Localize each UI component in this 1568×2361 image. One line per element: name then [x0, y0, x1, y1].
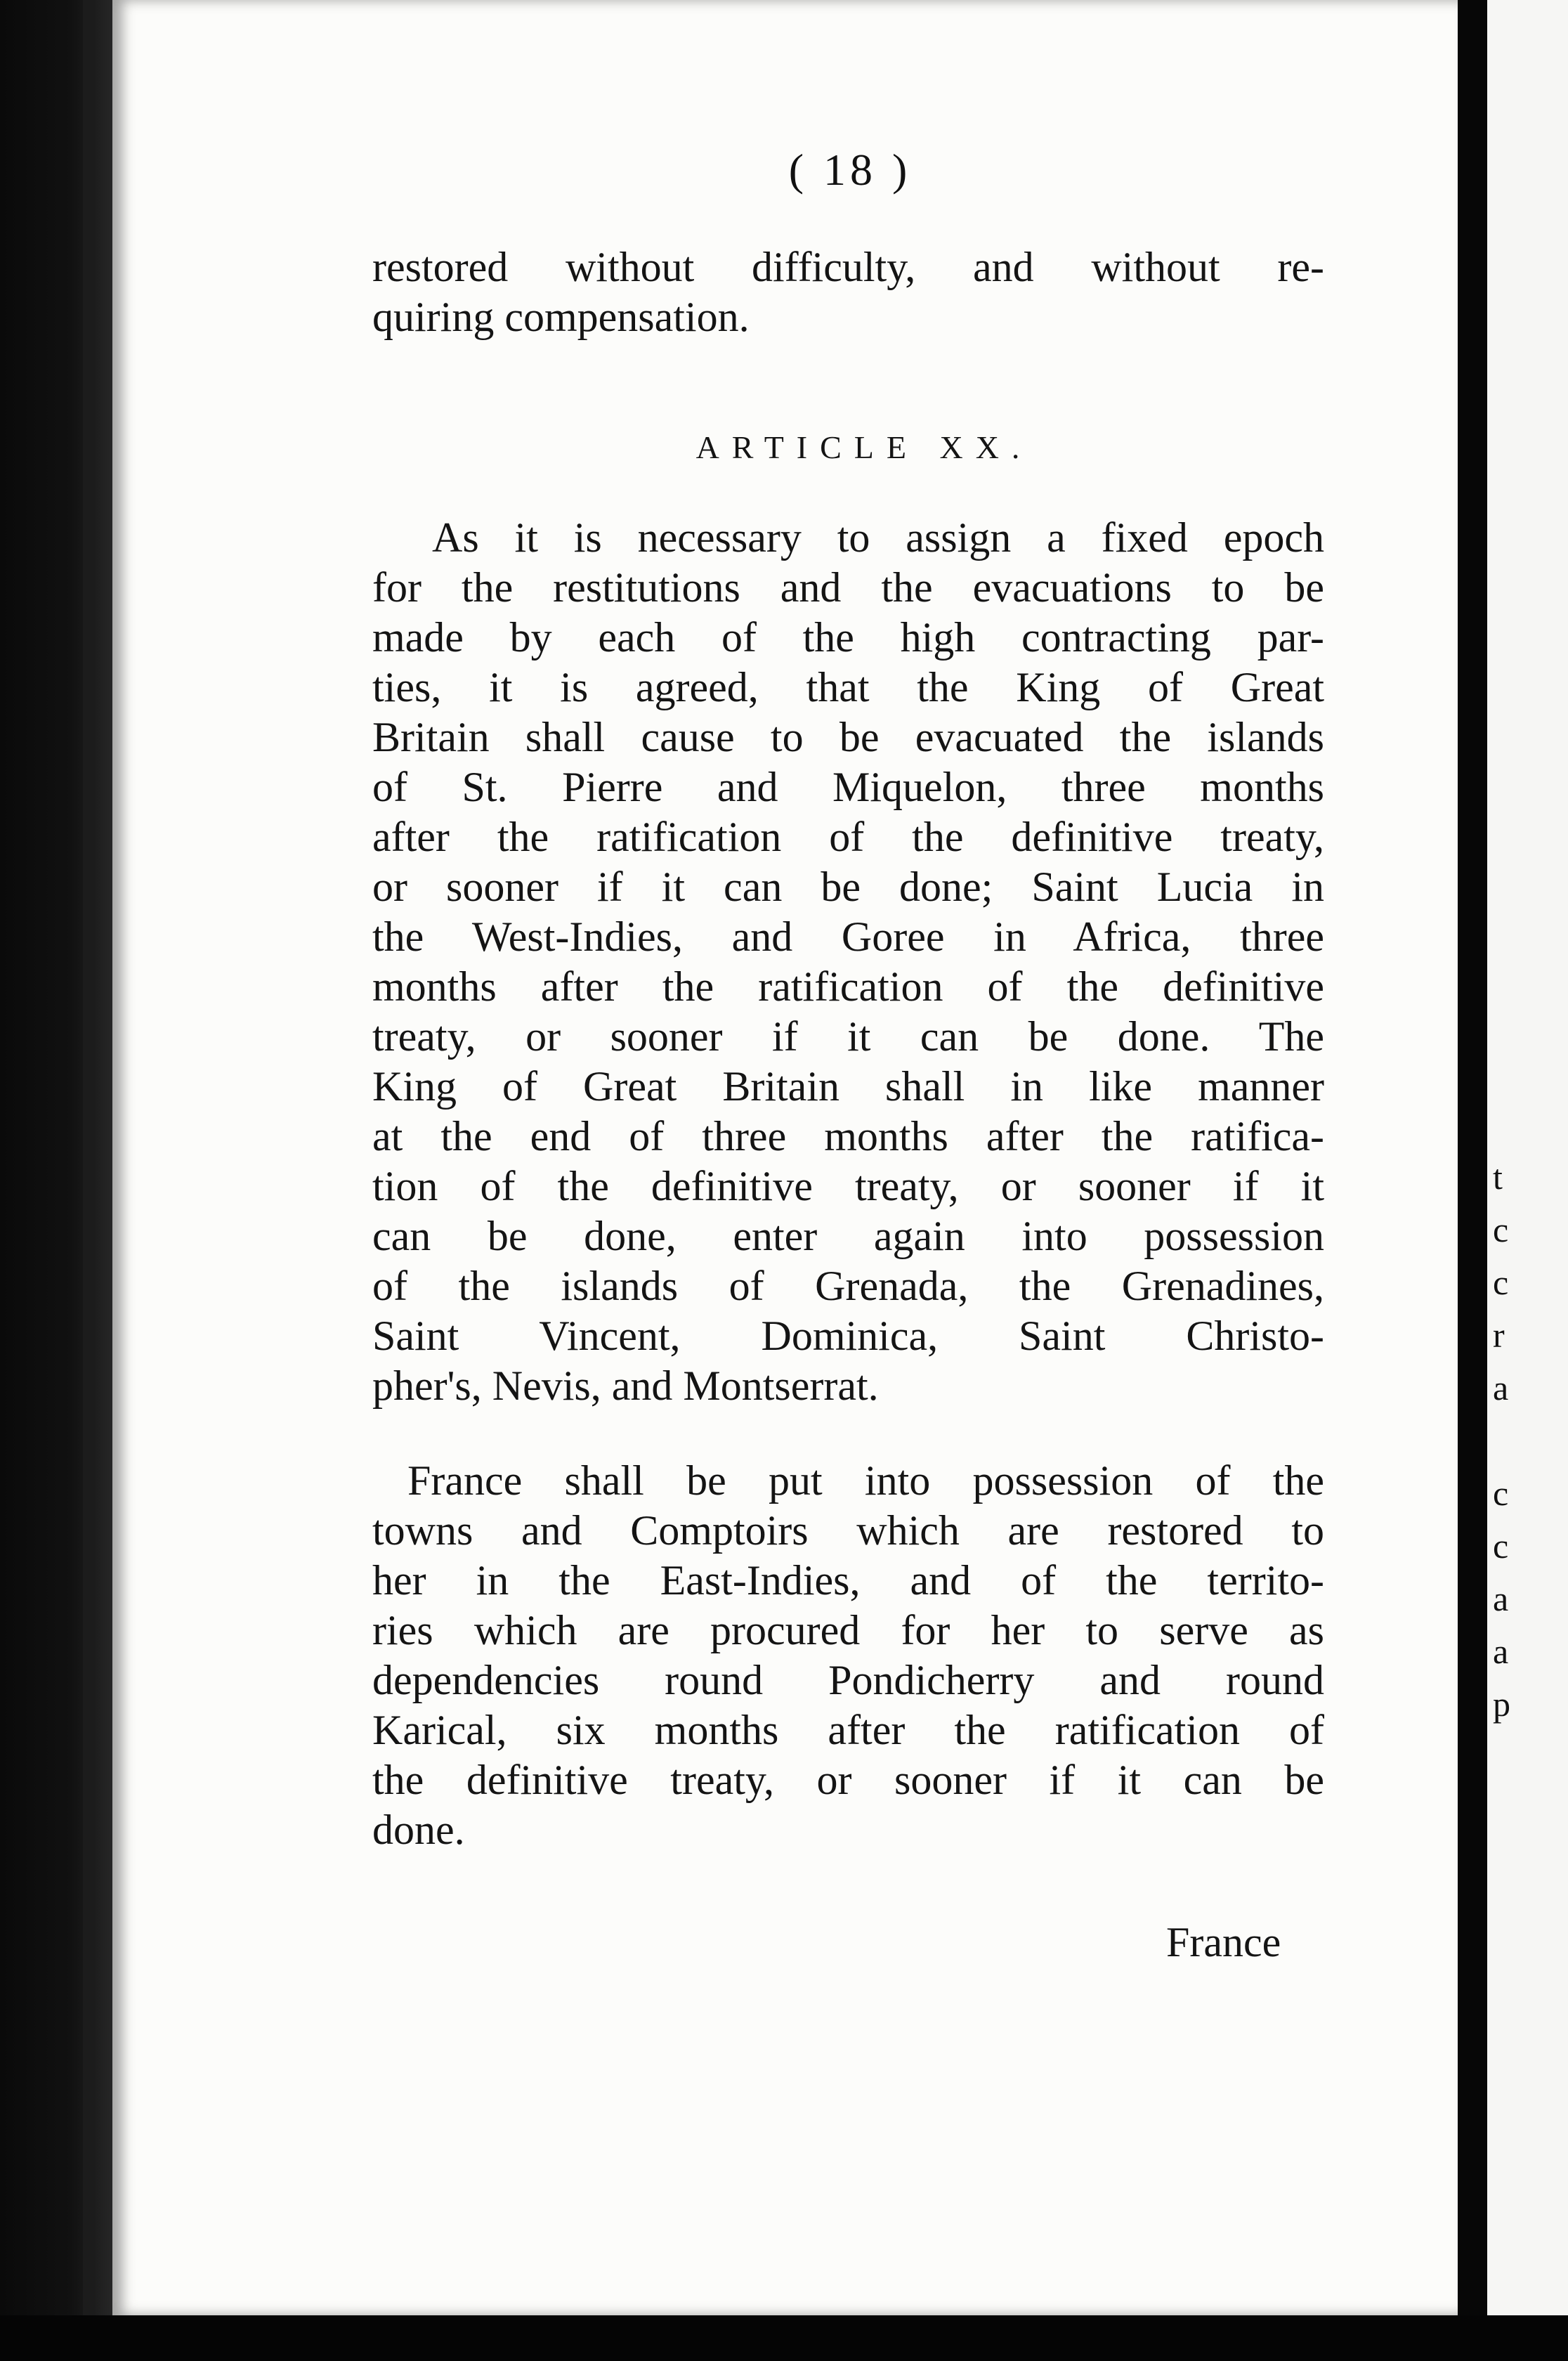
continued-paragraph [372, 242, 1324, 342]
text-line: quiring compensation. [372, 294, 750, 340]
text-line: at the end of three months after the ratifica- [372, 1113, 1324, 1159]
text-line: months after the ratification of the definitive [372, 963, 1324, 1010]
scan-frame-bottom [0, 2315, 1568, 2361]
text-line: France shall be put into possession of the [407, 1457, 1324, 1504]
text-line: the West-Indies, and Goree in Africa, three [372, 913, 1324, 960]
text-line: for the restitutions and the evacuations to be [372, 564, 1324, 611]
text-line: can be done, enter again into possession [372, 1213, 1324, 1259]
text-line: ries which are procured for her to serve as [372, 1607, 1324, 1653]
article-paragraph-2 [372, 1456, 1324, 1855]
facing-page-fragment: p [1493, 1684, 1510, 1724]
text-line: Saint Vincent, Dominica, Saint Christo- [372, 1313, 1324, 1359]
article-heading: ARTICLE XX. [695, 429, 1033, 465]
text-line: As it is necessary to assign a fixed epoch [432, 514, 1324, 561]
facing-page-fragment: a [1493, 1579, 1509, 1618]
facing-page-fragment: c [1493, 1526, 1509, 1566]
text-line: done. [372, 1807, 465, 1853]
text-line: ties, it is agreed, that the King of Great [372, 664, 1324, 710]
facing-page-fragment: c [1493, 1263, 1509, 1302]
page-number: ( 18 ) [788, 145, 912, 195]
facing-page-fragment: t [1493, 1157, 1503, 1197]
text-line: Karical, six months after the ratification of [372, 1707, 1324, 1753]
text-line: of the islands of Grenada, the Grenadines, [372, 1263, 1324, 1309]
text-line: the definitive treaty, or sooner if it can be [372, 1757, 1324, 1803]
text-line: King of Great Britain shall in like manner [372, 1063, 1324, 1110]
text-line: pher's, Nevis, and Montserrat. [372, 1362, 879, 1409]
text-line: or sooner if it can be done; Saint Lucia in [372, 864, 1324, 910]
facing-page-edge [1487, 0, 1568, 2319]
text-line: treaty, or sooner if it can be done. The [372, 1013, 1324, 1060]
facing-page-fragment: c [1493, 1474, 1509, 1513]
text-line: her in the East-Indies, and of the territo- [372, 1557, 1324, 1604]
text-line: made by each of the high contracting par- [372, 614, 1324, 661]
book-gutter [1458, 0, 1487, 2361]
text-line: restored without difficulty, and without re- [372, 244, 1324, 290]
text-line: of St. Pierre and Miquelon, three months [372, 764, 1324, 810]
facing-page-fragment: c [1493, 1210, 1509, 1249]
scan-frame-left [0, 0, 119, 2361]
text-line: dependencies round Pondicherry and round [372, 1657, 1324, 1703]
text-line: tion of the definitive treaty, or sooner if it [372, 1163, 1324, 1209]
facing-page-fragment: a [1493, 1368, 1509, 1407]
text-line: after the ratification of the definitive treaty, [372, 814, 1324, 860]
article-paragraph-1 [372, 513, 1324, 1411]
catchword: France [1166, 1919, 1281, 1965]
book-spine-edge [83, 0, 96, 2361]
text-line: Britain shall cause to be evacuated the islands [372, 714, 1324, 760]
text-line: towns and Comptoirs which are restored to [372, 1507, 1324, 1554]
facing-page-fragment: r [1493, 1315, 1505, 1355]
facing-page-fragment: a [1493, 1632, 1509, 1671]
